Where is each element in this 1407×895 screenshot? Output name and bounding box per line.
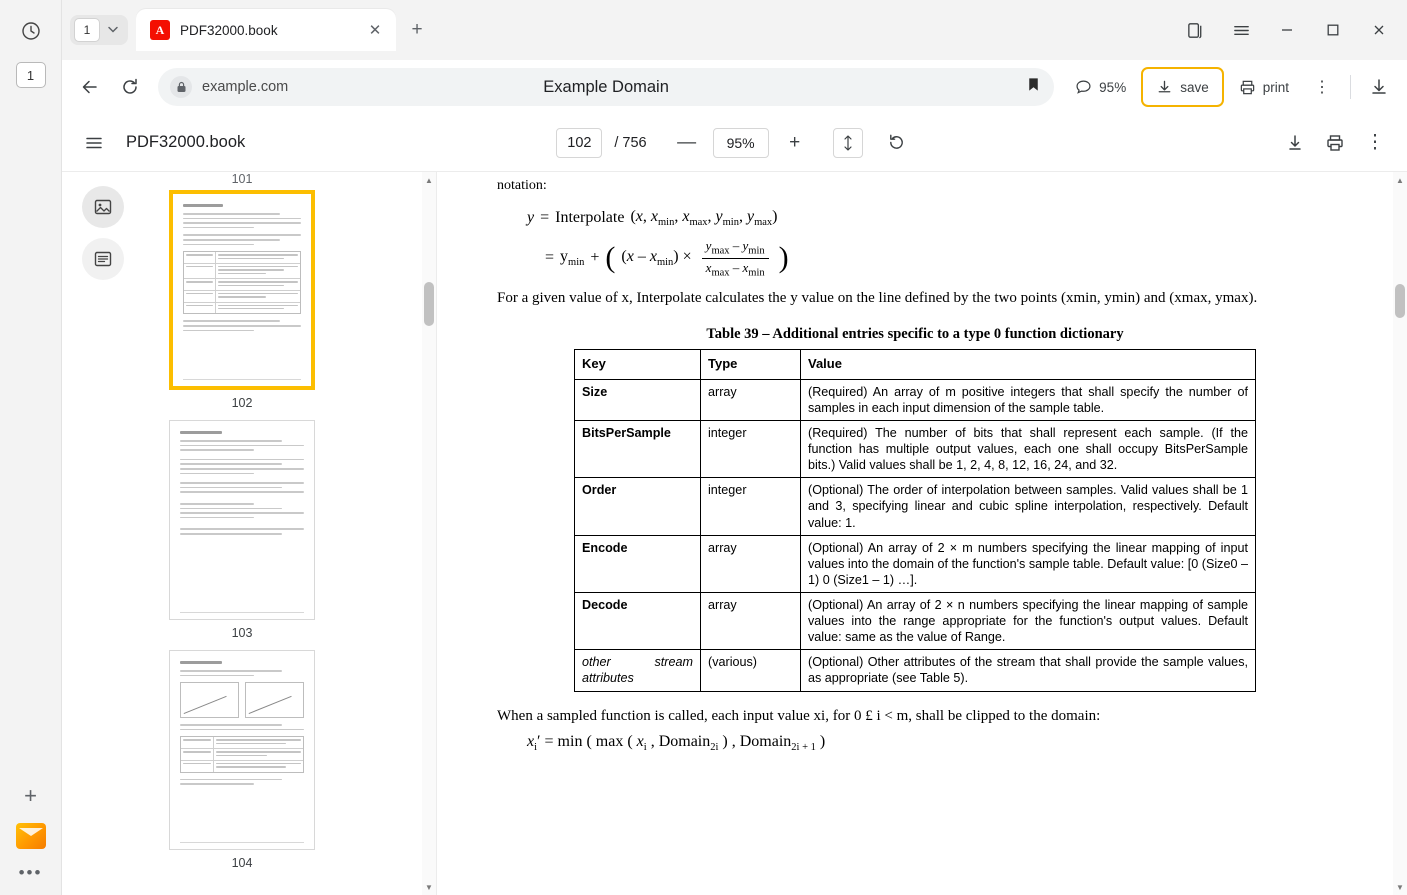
row-type: array <box>701 592 801 649</box>
row-value: (Optional) Other attributes of the stream that shall provide the sample values, as appropriate (see Table 5). <box>801 650 1256 691</box>
equation2-term: $(x - x_{min})$ × <box>621 248 692 269</box>
extension-more-icon[interactable]: ⋮ <box>1314 79 1330 96</box>
thumbnail-previous-label: 101 <box>231 172 253 186</box>
zoom-chip-label: 95% <box>1099 79 1127 95</box>
history-icon[interactable] <box>14 14 48 48</box>
thumbnail-label: 102 <box>231 396 253 410</box>
tab-count-badge[interactable] <box>14 58 48 92</box>
rotate-icon[interactable] <box>881 127 913 159</box>
equation-line-1 <box>527 208 1333 228</box>
equation-args: (x, $x_{min}$, $x_{max}$, $y_{min}$, $y_{max}$) <box>630 208 778 229</box>
thumbnail-page[interactable] <box>169 650 315 850</box>
toolbar-divider <box>1350 75 1351 99</box>
thumbnail-item[interactable] <box>169 190 315 410</box>
doc-scroll-down-icon[interactable]: ▼ <box>1396 882 1404 892</box>
equation-lhs: y <box>527 209 535 227</box>
table-header-type: Type <box>701 350 801 380</box>
thumbnail-mode-tools <box>82 186 124 280</box>
thumbnail-item[interactable] <box>169 650 315 870</box>
lock-icon <box>170 76 192 98</box>
add-tab-rail-button[interactable]: + <box>24 783 37 808</box>
equation-line-2 <box>545 238 1333 278</box>
page-title-center: Example Domain <box>543 77 669 96</box>
row-key: Order <box>575 478 701 535</box>
row-value: (Required) An array of m positive integers that shall specify the number of samples in each input dimension of the sample table. <box>801 379 1256 420</box>
window-controls <box>1173 7 1407 53</box>
zoom-out-button[interactable]: — <box>677 131 697 153</box>
browser-tab[interactable] <box>136 9 396 51</box>
row-key: Decode <box>575 592 701 649</box>
pdf-page-content <box>437 172 1393 895</box>
page-total-label: / 756 <box>614 134 647 151</box>
downloads-icon[interactable] <box>1361 69 1397 105</box>
fraction-numerator: $y_{max} - y_{min}$ <box>702 238 769 259</box>
url-text: example.com <box>202 79 289 95</box>
viewer-content <box>62 172 1407 895</box>
pdf-more-icon[interactable]: ⋮ <box>1365 132 1385 153</box>
close-tab-icon[interactable]: ✕ <box>368 22 382 39</box>
table-row <box>575 420 1256 477</box>
mail-app-icon[interactable] <box>16 823 46 849</box>
row-key: Size <box>575 379 701 420</box>
tab-group[interactable] <box>70 15 128 45</box>
document-scroll-region[interactable] <box>437 172 1393 895</box>
pdf-toolbar-center <box>62 127 1407 159</box>
row-type: integer <box>701 478 801 535</box>
row-type: integer <box>701 420 801 477</box>
save-button[interactable] <box>1141 67 1224 107</box>
row-key: Encode <box>575 535 701 592</box>
close-window-button[interactable] <box>1357 7 1401 53</box>
thumbnail-label: 104 <box>231 856 253 870</box>
pdf-file-name: PDF32000.book <box>126 133 246 151</box>
pdf-download-icon[interactable] <box>1277 125 1313 161</box>
equation-interpolate <box>527 208 1333 278</box>
thumbnail-page-current[interactable] <box>169 190 315 390</box>
row-value: (Optional) The order of interpolation between samples. Valid values shall be 1 and 3, specifying linear and cubic spline interpolation, respectively. Default value: 1. <box>801 478 1256 535</box>
table-row <box>575 478 1256 535</box>
table-row <box>575 592 1256 649</box>
row-type: array <box>701 535 801 592</box>
row-key: other stream attributes <box>575 650 701 691</box>
cut-off-line: notation: <box>497 178 547 193</box>
function-dictionary-table <box>574 349 1256 691</box>
left-vertical-rail <box>0 0 62 895</box>
thumbnail-pane <box>62 172 437 895</box>
equation-equals: = <box>540 209 550 227</box>
tab-strip <box>62 0 1407 60</box>
row-type: (various) <box>701 650 801 691</box>
thumbnail-item[interactable] <box>169 420 315 640</box>
back-icon[interactable] <box>72 69 108 105</box>
reload-icon[interactable] <box>112 69 148 105</box>
zoom-level-chip[interactable] <box>1064 70 1137 104</box>
doc-scroll-up-icon[interactable]: ▲ <box>1396 175 1404 185</box>
right-paren: ) <box>778 241 789 275</box>
table-caption: Table 39 – Additional entries specific to a type 0 function dictionary <box>706 326 1124 343</box>
equation2-fraction <box>702 238 769 278</box>
chevron-down-icon[interactable] <box>102 23 124 38</box>
document-pane <box>437 172 1407 895</box>
rail-more-icon[interactable]: ••• <box>18 863 43 882</box>
row-value: (Optional) An array of 2 × m numbers specifying the linear mapping of input values into the domain of the function's sample table. Default value: [0 (Size0 – 1) 0 (Size1 – 1) …]. <box>801 535 1256 592</box>
pdf-viewer-toolbar <box>62 114 1407 172</box>
scrollbar-thumb[interactable] <box>424 282 434 326</box>
save-button-label: save <box>1180 79 1209 95</box>
thumbnail-scrollbar[interactable] <box>422 172 436 895</box>
table-row <box>575 650 1256 691</box>
maximize-button[interactable] <box>1311 7 1355 53</box>
doc-scrollbar-thumb[interactable] <box>1395 284 1405 318</box>
row-type: array <box>701 379 801 420</box>
table-row <box>575 535 1256 592</box>
minimize-button[interactable] <box>1265 7 1309 53</box>
paragraph-interpolate-description: For a given value of x, Interpolate calculates the y value on the line defined by the two points (xmin, ymin) and (xmax, ymax). <box>497 290 1258 307</box>
thumbnail-page[interactable] <box>169 420 315 620</box>
tab-group-count: 1 <box>74 18 100 42</box>
pdf-print-icon[interactable] <box>1317 125 1353 161</box>
collections-icon[interactable] <box>1173 7 1217 53</box>
row-value: (Required) The number of bits that shall represent each sample. (If the function has multiple output values, each one shall occupy BitsPerSample bits.) Valid values shall be 1, 2, 4, 8, 12, 16, 24, and 32. <box>801 420 1256 477</box>
pdf-favicon: A <box>150 20 170 40</box>
address-bar <box>62 60 1407 114</box>
page-number-input[interactable] <box>556 128 602 158</box>
toolbar-extensions <box>1064 67 1397 107</box>
scroll-up-icon[interactable]: ▲ <box>425 175 433 185</box>
zoom-in-button[interactable]: + <box>789 131 801 153</box>
scroll-down-icon[interactable]: ▼ <box>425 882 433 892</box>
thumbnails-view-icon[interactable] <box>82 186 124 228</box>
row-value: (Optional) An array of 2 × n numbers specifying the linear mapping of sample values into the range appropriate for the function's output values. Default value: same as the value of Range. <box>801 592 1256 649</box>
paragraph-sampled-function: When a sampled function is called, each input value xi, for 0 £ i < m, shall be clipped to the domain: <box>497 707 1101 724</box>
table-header-value: Value <box>801 350 1256 380</box>
fraction-denominator: $x_{max} - x_{min}$ <box>705 259 765 279</box>
new-tab-button[interactable]: + <box>411 19 423 40</box>
table-header-row <box>575 350 1256 380</box>
print-button-label: print <box>1262 79 1289 95</box>
left-paren: ( <box>605 241 616 275</box>
table-header-key: Key <box>575 350 701 380</box>
browser-menu-icon[interactable] <box>1219 7 1263 53</box>
print-button[interactable] <box>1228 70 1300 104</box>
outline-view-icon[interactable] <box>82 238 124 280</box>
fit-page-icon[interactable] <box>833 128 863 158</box>
equation2-base: $y_{min}$ <box>560 248 585 269</box>
equation-clip-domain: $x_i' = \min$ ( max ( $x_i$ , Domain$_{2i}$ ) , Domain$_{2i + 1}$ ) <box>527 732 826 753</box>
equation2-plus: + <box>590 249 600 267</box>
table-row <box>575 379 1256 420</box>
row-key: BitsPerSample <box>575 420 701 477</box>
hamburger-icon[interactable] <box>76 125 112 161</box>
thumbnail-label: 103 <box>231 626 253 640</box>
equation-function: Interpolate <box>555 209 625 227</box>
equation2-equals: = <box>545 249 555 267</box>
pdf-toolbar-right <box>1277 125 1393 161</box>
thumbnail-scroll-region[interactable] <box>62 172 422 895</box>
tab-count-value: 1 <box>16 62 46 88</box>
bookmark-icon[interactable] <box>1025 76 1042 98</box>
omnibox[interactable] <box>158 68 1054 106</box>
zoom-level-value[interactable]: 95% <box>713 128 769 158</box>
tab-title: PDF32000.book <box>180 22 278 38</box>
document-scrollbar[interactable] <box>1393 172 1407 895</box>
